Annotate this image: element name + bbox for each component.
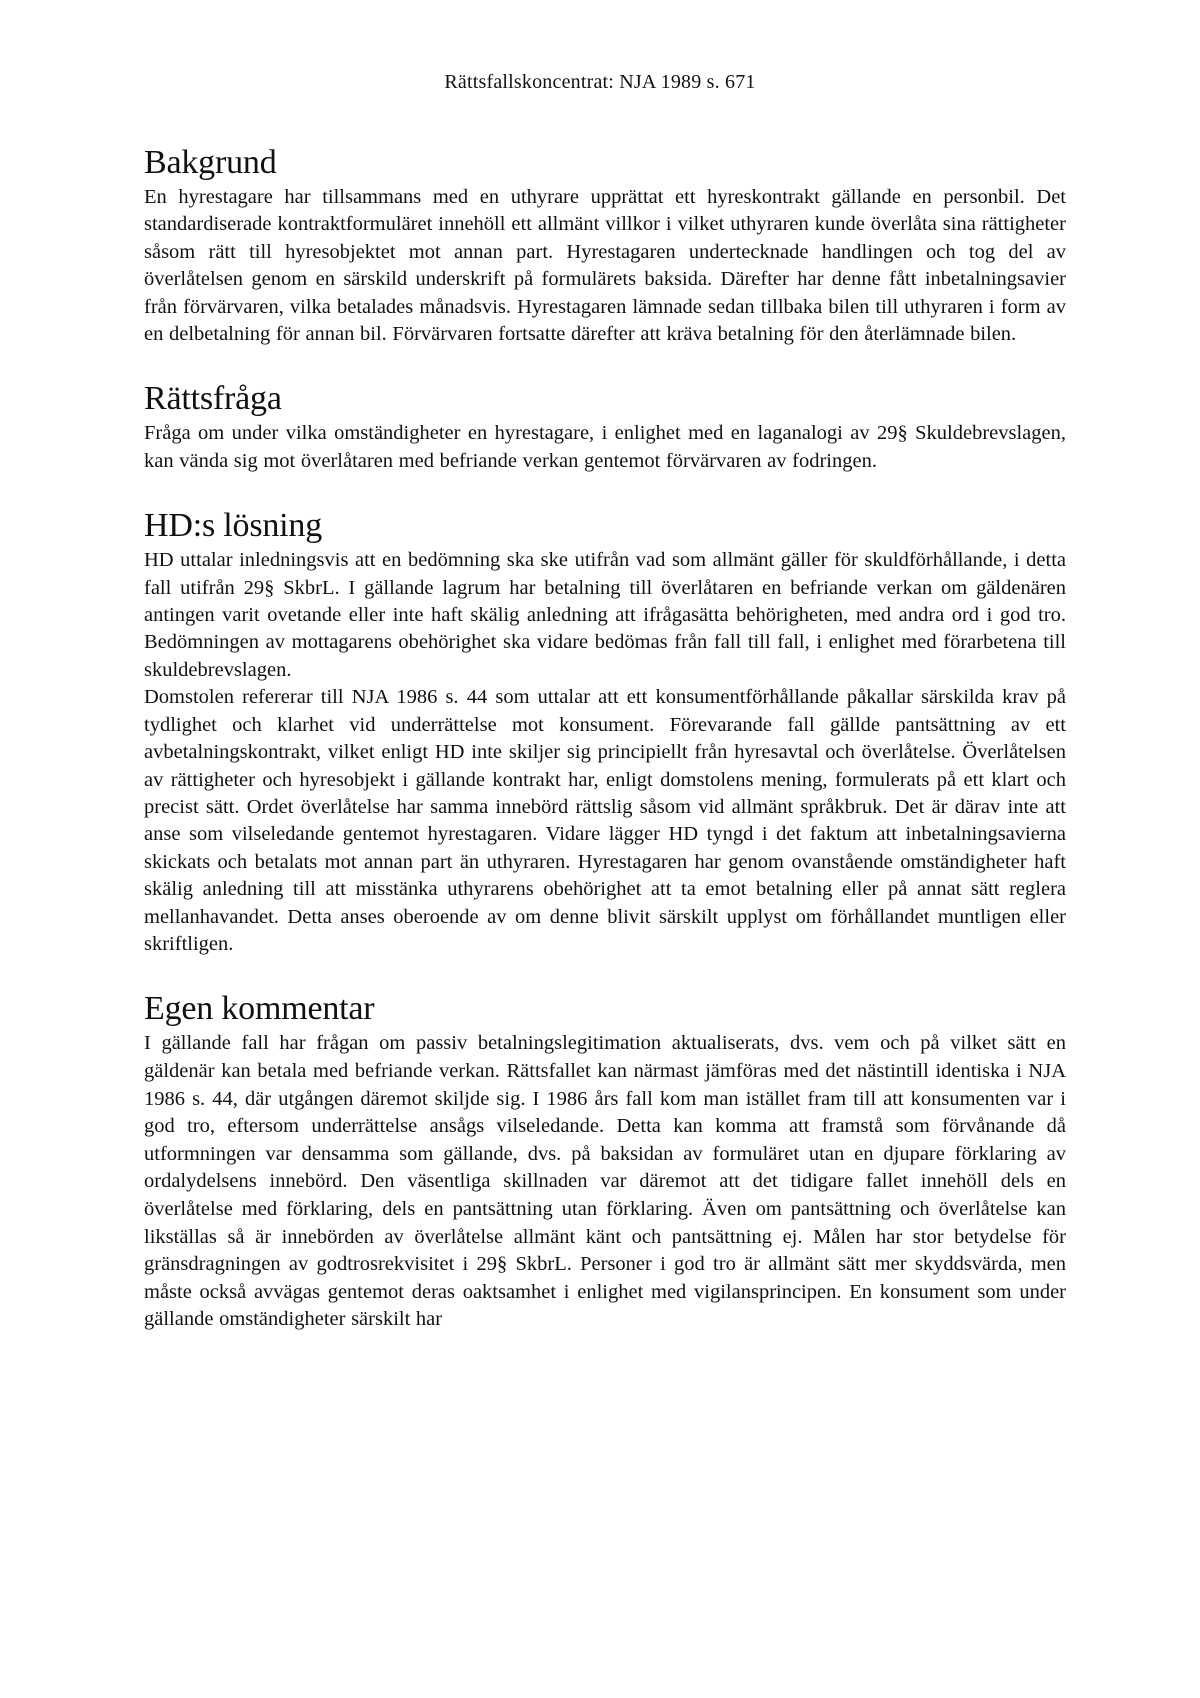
section-heading: Bakgrund xyxy=(144,144,277,181)
document-body xyxy=(144,142,1066,1334)
section-paragraph: Fråga om under vilka omständigheter en hyrestagare, i enlighet med en laganalogi av 29§ Skuldebrevslagen, kan vända sig mot överlåtaren med befriande verkan gentemot förvärvaren av fodringen. xyxy=(144,422,1066,472)
section-rattsfraga xyxy=(144,378,1066,475)
section-egen-kommentar xyxy=(144,988,1066,1334)
section-bakgrund xyxy=(144,142,1066,348)
page-header: Rättsfallskoncentrat: NJA 1989 s. 671 xyxy=(444,71,756,93)
section-hds-losning xyxy=(144,505,1066,958)
section-heading: Egen kommentar xyxy=(144,990,375,1028)
section-paragraph: I gällande fall har frågan om passiv betalningslegitimation aktualiserats, dvs. vem och på vilket sätt en gäldenär kan betala med befriande verkan. Rättsfallet kan närmast jämföras med det nästintill identiska i NJA 1986 s. 44, där utgången däremot skiljde sig. I 1986 års fall kom man istället fram till att konsumenten var i god tro, eftersom underrättelse ansågs vilseledande. Detta kan komma att framstå som förvånande då utformningen var densamma som gällande, dvs. på baksidan av formuläret utan en djupare förklaring av ordalydelsens innebörd. Den väsentliga skillnaden var däremot att det tidigare fallet innehöll dels en överlåtelse med förklaring, dels en pantsättning utan förklaring. Även om pantsättning och överlåtelse kan likställas så är innebörden av överlåtelse allmänt känt och pantsättning ej. Målen har stor betydelse för gränsdragningen av godtrosrekvisitet i 29§ SkbrL. Personer i god tro är allmänt sätt mer skyddsvärda, men måste också avvägas gentemot deras oaktsamhet i enlighet med vigilansprincipen. En konsument som under gällande omständigheter särskilt har xyxy=(144,1032,1066,1331)
section-heading: HD:s lösning xyxy=(144,507,323,545)
section-paragraph: HD uttalar inledningsvis att en bedömning ska ske utifrån vad som allmänt gäller för skuldförhållande, i detta fall utifrån 29§ SkbrL. I gällande lagrum har betalning till överlåtaren en befriande verkan om gäldenären antingen varit ovetande eller inte haft skälig anledning att ifrågasätta behörigheten, med andra ord i god tro. Bedömningen av mottagarens obehörighet ska vidare bedömas från fall till fall, i enlighet med förarbetena till skuldebrevslagen. xyxy=(144,549,1066,681)
section-paragraph: En hyrestagare har tillsammans med en uthyrare upprättat ett hyreskontrakt gällande en personbil. Det standardiserade kontraktformuläret innehöll ett allmänt villkor i vilket uthyraren kunde överlåta sina rättigheter såsom rätt till hyresobjektet mot annan part. Hyrestagaren undertecknade handlingen och tog del av överlåtelsen genom en särskild underskrift på formulärets baksida. Därefter har denne fått inbetalningsavier från förvärvaren, vilka betalades månadsvis. Hyrestagaren lämnade sedan tillbaka bilen till uthyraren i form av en delbetalning för annan bil. Förvärvaren fortsatte därefter att kräva betalning för den återlämnade bilen. xyxy=(144,186,1066,346)
section-heading: Rättsfråga xyxy=(144,380,282,418)
section-paragraph: Domstolen refererar till NJA 1986 s. 44 som uttalar att ett konsumentförhållande påkallar särskilda krav på tydlighet och klarhet vid underrättelse mot konsument. Förevarande fall gällde pantsättning av ett avbetalningskontrakt, vilket enligt HD inte skiljer sig principiellt från hyresavtal och överlåtelse. Överlåtelsen av rättigheter och hyresobjekt i gällande kontrakt har, enligt domstolens mening, formulerats på ett klart och precist sätt. Ordet överlåtelse har samma innebörd rättslig såsom vid allmänt språkbruk. Det är därav inte att anse som vilseledande gentemot hyrestagaren. Vidare lägger HD tyngd i det faktum att inbetalningsavierna skickats och betalats mot annan part än uthyraren. Hyrestagaren har genom ovanstående omständigheter haft skälig anledning till att misstänka uthyrarens obehörighet att ta emot betalning eller på annat sätt reglera mellanhavandet. Detta anses oberoende av om denne blivit särskilt upplyst om förhållandet muntligen eller skriftligen. xyxy=(144,686,1066,955)
